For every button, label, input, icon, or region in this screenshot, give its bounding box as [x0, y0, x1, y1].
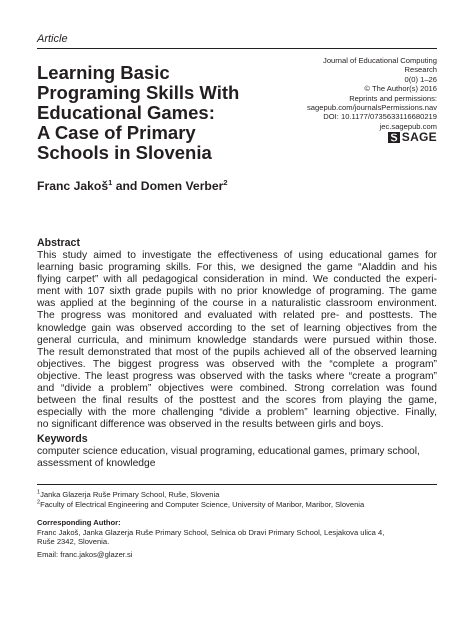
affiliation-item: [37, 490, 437, 500]
journal-website-link[interactable]: jec.sagepub.com: [379, 121, 437, 131]
header-divider: [37, 48, 437, 49]
abstract-line: objectives. The biggest progress was observed with the “complete a program”: [37, 358, 437, 370]
affiliation-marker: 2: [223, 177, 228, 187]
abstract-line: objective. The least progress was observed with the tasks where “create a program”: [37, 370, 437, 382]
affiliation-number: 1: [37, 489, 41, 496]
affiliation-text: Janka Glazerja Ruše Primary School, Ruše, Slovenia: [40, 490, 220, 499]
abstract-line: flying carpet” with all pedagogical consideration in mind. We conducted the experi-: [37, 274, 437, 286]
keywords-text: [37, 446, 437, 470]
keywords-line: computer science education, visual programing, educational games, primary school,: [37, 446, 420, 457]
reprints-line: Reprints and permissions:: [349, 93, 437, 103]
abstract-heading: Abstract: [37, 237, 80, 249]
corresponding-author: [37, 518, 437, 559]
abstract-line: The progress was monitored and evaluated with related pre- and posttests. The: [37, 310, 437, 322]
title-line: Learning Basic: [37, 62, 170, 83]
keywords-line: assessment of knowledge: [37, 458, 156, 470]
affiliation-text: Faculty of Electrical Engineering and Computer Science, University of Maribor, Maribor, Slovenia: [40, 499, 365, 509]
author-name: Domen Verber: [140, 179, 224, 193]
permissions-link[interactable]: sagepub.com/journalsPermissions.nav: [306, 103, 437, 113]
abstract-line: This study aimed to investigate the effectiveness of using educational games for: [37, 250, 437, 261]
article-title: [37, 63, 292, 163]
corresponding-address-line: Franc Jakoš, Janka Glazerja Ruše Primary School, Selnica ob Dravi Primary School, Lesjakova ulica 4,: [37, 527, 385, 537]
sage-logo-mark-icon: [388, 132, 400, 143]
abstract-text: [37, 250, 437, 431]
volume-pages: 0(0) 1–26: [404, 74, 437, 84]
affiliation-item: [37, 500, 437, 510]
keywords-heading: Keywords: [37, 433, 88, 445]
author-line: [37, 179, 228, 193]
journal-name-line: Research: [404, 65, 437, 75]
corresponding-email[interactable]: Email: franc.jakos@glazer.si: [37, 549, 133, 559]
abstract-line: between the final results of the posttest and the scores from playing the game,: [37, 395, 437, 407]
abstract-line: ment with 107 sixth grade pupils with no prior knowledge of programing. The game: [37, 286, 437, 298]
author-connector: and: [115, 179, 138, 193]
author-name: Franc Jakoš: [37, 179, 109, 193]
title-line: Programing Skills With: [37, 82, 240, 103]
abstract-line: and “divide a problem” objectives were combined. Strong correlation was found: [37, 383, 437, 395]
corresponding-address-line: Ruše 2342, Slovenia.: [37, 537, 110, 547]
corresponding-author-heading: Corresponding Author:: [37, 518, 121, 527]
abstract-line: general curricula, and minimum knowledge standards were pursued within those.: [37, 334, 437, 346]
footnote-divider: [37, 484, 437, 485]
title-line: A Case of Primary: [37, 122, 196, 143]
section-label: Article: [37, 33, 68, 45]
abstract-line: especially with the more challenging “divide a problem” learning objective. Finally,: [37, 407, 437, 419]
copyright-line: © The Author(s) 2016: [364, 84, 437, 94]
abstract-line: no significant difference was observed in the results between girls and boys.: [37, 419, 384, 431]
journal-name-line: Journal of Educational Computing: [323, 56, 437, 65]
affiliation-number: 2: [37, 499, 41, 506]
sage-logo: [388, 132, 437, 143]
affiliations: [37, 490, 437, 509]
title-line: Schools in Slovenia: [37, 142, 212, 163]
title-line: Educational Games:: [37, 102, 215, 123]
journal-metadata: [267, 56, 437, 146]
abstract-line: learning basic programing skills. For this, we designed the game “Aladdin and his: [37, 262, 437, 274]
affiliation-marker: 1: [108, 177, 113, 187]
abstract-line: was applied at the beginning of the course in a naturalistic classroom environment.: [37, 298, 437, 310]
sage-wordmark: SAGE: [401, 130, 437, 145]
abstract-line: The result demonstrated that most of the pupils achieved all of the observed learning: [37, 346, 437, 358]
abstract-line: knowledge gain was observed according to the set of learning objectives from the: [37, 322, 437, 334]
doi-line[interactable]: DOI: 10.1177/0735633116680219: [323, 112, 437, 122]
